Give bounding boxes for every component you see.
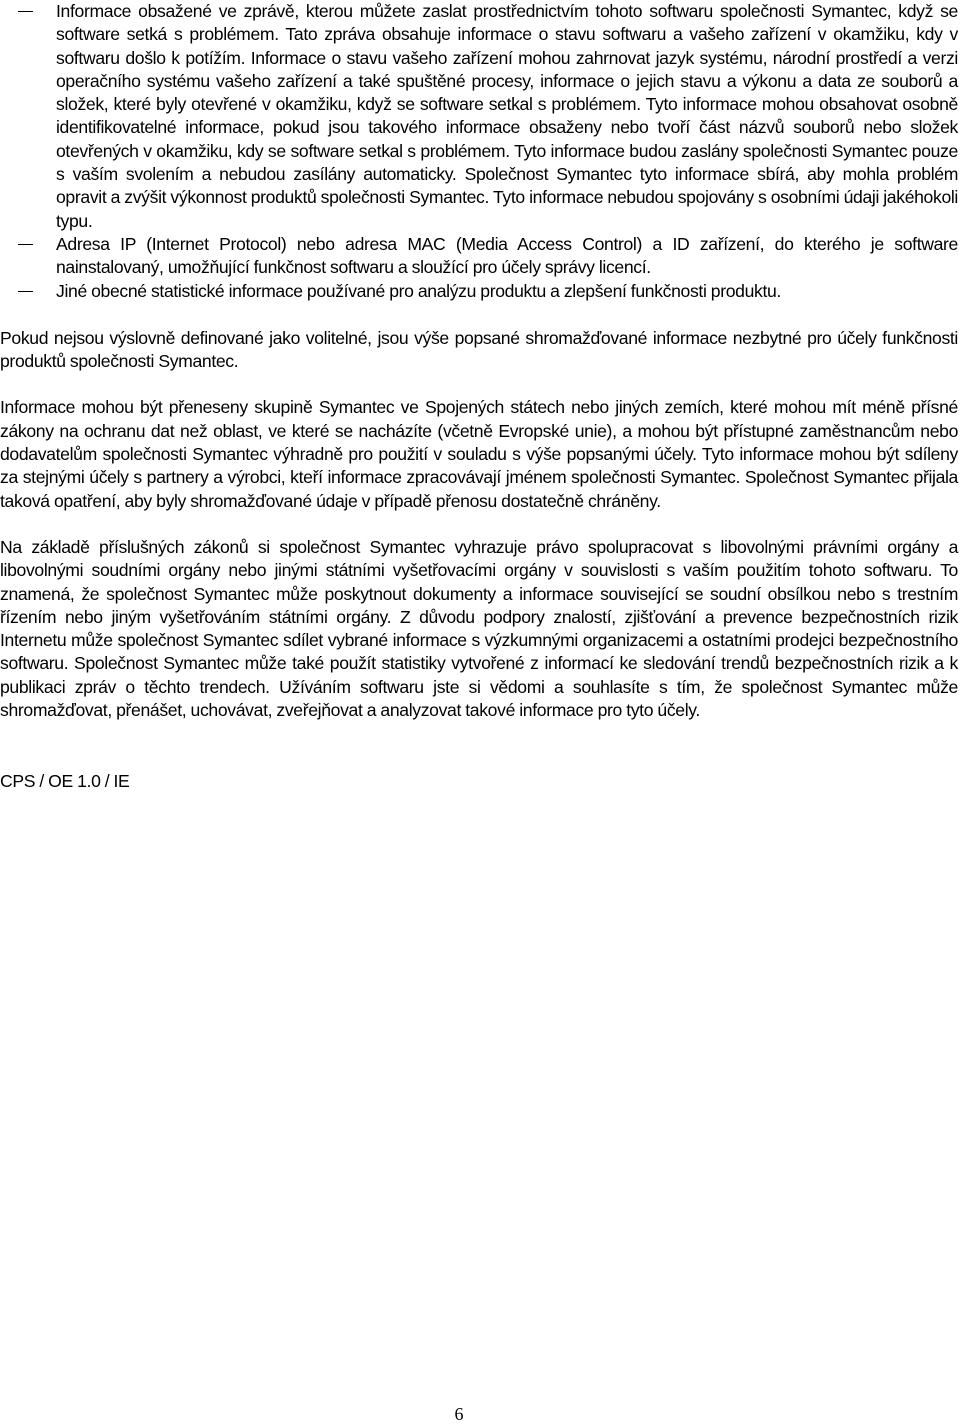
paragraph-required-information: Pokud nejsou výslovně definované jako volitelné, jsou výše popsané shromažďované informace nezbytné pro účely funkčnosti produktů společnosti Symantec.: [0, 327, 958, 372]
bullet-item: [0, 233, 958, 280]
dash-bullet-icon: [18, 244, 33, 245]
document-code: CPS / OE 1.0 / IE: [0, 771, 130, 792]
bullet-list: [0, 0, 958, 303]
page-number: 6: [454, 1404, 464, 1424]
dash-bullet-icon: [18, 11, 33, 12]
paragraph-data-transfer: Informace mohou být přeneseny skupině Symantec ve Spojených státech nebo jiných zemích, které mohou mít méně přísné zákony na ochranu dat než oblast, ve které se nacházíte (včetně Evropské unie), a mohou být přístupné zaměstnancům nebo dodavatelům společnosti Symantec výhradně pro použití v souladu s výše popsanými účely. Tyto informace mohou být sdíleny za stejnými účely s partnery a výrobci, kteří informace zpracovávají jménem společnosti Symantec. Společnost Symantec přijala taková opatření, aby byly shromažďované údaje v případě přenosu dostatečně chráněny.: [0, 397, 958, 511]
bullet-text: Jiné obecné statistické informace používané pro analýzu produktu a zlepšení funkčnosti produktu.: [56, 280, 781, 301]
dash-bullet-icon: [18, 291, 33, 292]
paragraph-legal-cooperation: Na základě příslušných zákonů si společnost Symantec vyhrazuje právo spolupracovat s libovolnými právními orgány a libovolnými soudními orgány nebo jinými státními vyšetřovacími orgány v souvislosti s vaším použitím tohoto softwaru. To znamená, že společnost Symantec může poskytnout dokumenty a informace související se soudní obsílkou nebo s trestním řízením nebo jiným vyšetřováním státními orgány. Z důvodu podpory znalostí, zjišťování a prevence bezpečnostních rizik Internetu může společnost Symantec sdílet vybrané informace s výzkumnými organizacemi a ostatními prodejci bezpečnostního softwaru. Společnost Symantec může také použít statistiky vytvořené z informací ke sledování trendů bezpečnostních rizik a k publikaci zpráv o těchto trendech. Užíváním softwaru jste si vědomi a souhlasíte s tím, že společnost Symantec může shromažďovat, přenášet, uchovávat, zveřejňovat a analyzovat takové informace pro tyto účely.: [0, 536, 958, 721]
bullet-item: [0, 0, 958, 233]
bullet-item: [0, 280, 958, 303]
bullet-text: Adresa IP (Internet Protocol) nebo adresa MAC (Media Access Control) a ID zařízení, do kterého je software nainstalovaný, umožňující funkčnost softwaru a sloužící pro účely správy licencí.: [56, 233, 958, 278]
bullet-text: Informace obsažené ve zprávě, kterou můžete zaslat prostřednictvím tohoto softwaru společnosti Symantec, když se software setká s problémem. Tato zpráva obsahuje informace o stavu softwaru a vašeho zařízení v okamžiku, kdy v softwaru došlo k potížím. Informace o stavu vašeho zařízení mohou zahrnovat jazyk systému, národní prostředí a verzi operačního systému vašeho zařízení a také spuštěné procesy, informace o jejich stavu a výkonu a data ze souborů a složek, které byly otevřené v okamžiku, když se software setkal s problémem. Tyto informace mohou obsahovat osobně identifikovatelné informace, pokud jsou takového informace obsaženy nebo tvoří část názvů souborů nebo složek otevřených v okamžiku, kdy se software setkal s problémem. Tyto informace budou zaslány společnosti Symantec pouze s vaším svolením a nebudou zasílány automaticky. Společnost Symantec tyto informace sbírá, aby mohla problém opravit a zvýšit výkonnost produktů společnosti Symantec. Tyto informace nebudou spojovány s osobními údaji jakéhokoli typu.: [56, 1, 958, 231]
